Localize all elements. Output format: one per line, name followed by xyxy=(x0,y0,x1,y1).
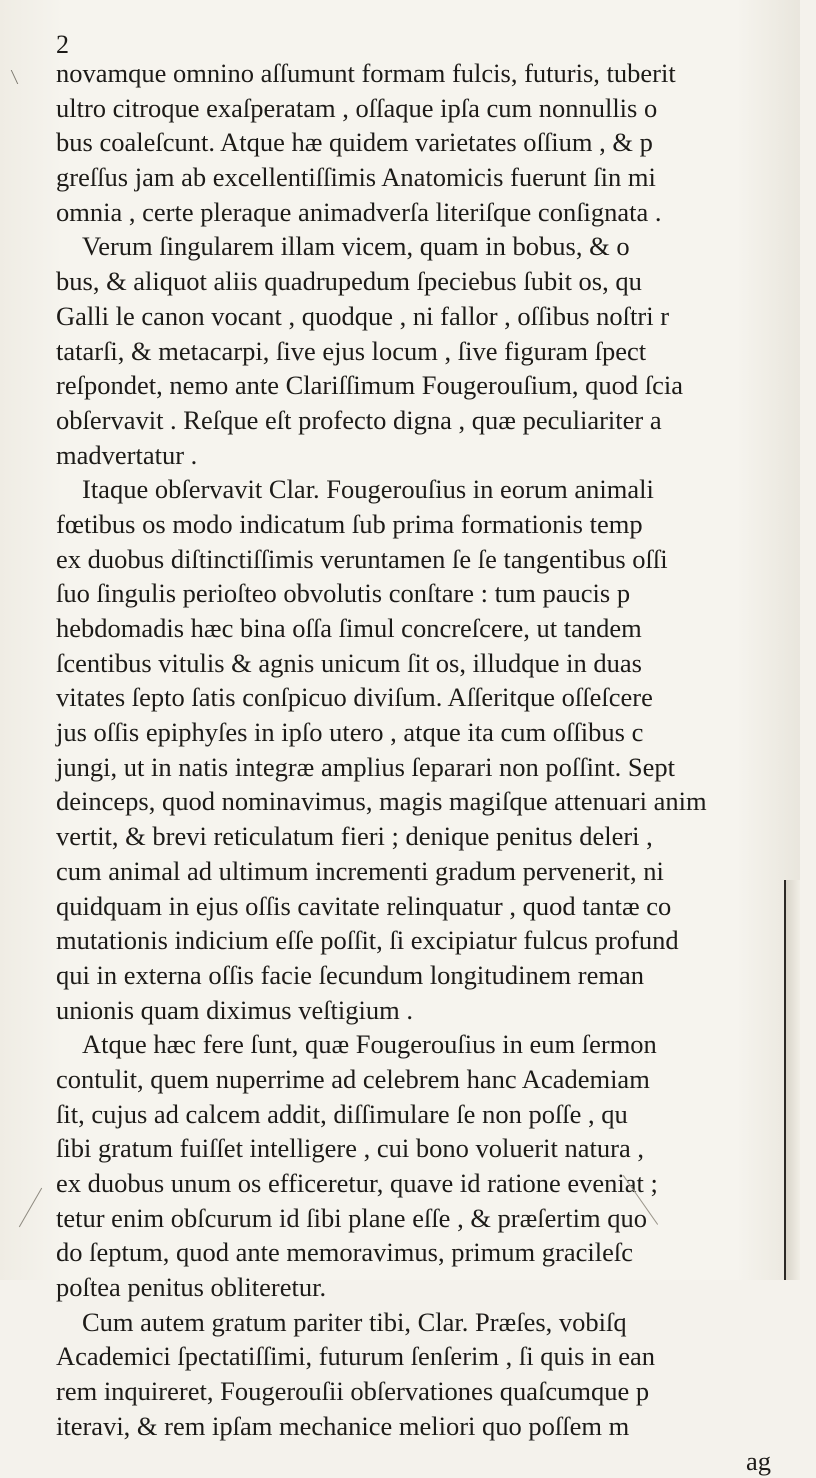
page-number: 2 xyxy=(56,30,69,60)
text-line: jus oſſis epiphyſes in ipſo utero , atque ita cum oſſibus c xyxy=(56,715,816,750)
text-line: bus coaleſcunt. Atque hæ quidem varietates oſſium , & p xyxy=(56,125,816,160)
text-line: unionis quam diximus veſtigium . xyxy=(56,993,816,1028)
text-line: omnia , certe pleraque animadverſa literiſque conſignata . xyxy=(56,195,816,230)
text-line: ſcentibus vitulis & agnis unicum ſit os, illudque in duas xyxy=(56,646,816,681)
text-line: hebdomadis hæc bina oſſa ſimul concreſcere, ut tandem xyxy=(56,611,816,646)
text-line: fœtibus os modo indicatum ſub prima formationis temp xyxy=(56,507,816,542)
body-text xyxy=(56,56,816,1478)
margin-stroke xyxy=(19,1188,42,1227)
text-line: bus, & aliquot aliis quadrupedum ſpeciebus ſubit os, qu xyxy=(56,264,816,299)
paragraph-start-line: Itaque obſervavit Clar. Fougerouſius in eorum animali xyxy=(56,472,816,507)
text-line: quidquam in ejus oſſis cavitate relinquatur , quod tantæ co xyxy=(56,889,816,924)
text-line: ex duobus diſtinctiſſimis veruntamen ſe ſe tangentibus oſſi xyxy=(56,542,816,577)
text-line: iteravi, & rem ipſam mechanice meliori quo poſſem m xyxy=(56,1409,816,1444)
paragraph-start-line: Cum autem gratum pariter tibi, Clar. Præſes, vobiſq xyxy=(56,1305,816,1340)
text-line: jungi, ut in natis integræ amplius ſeparari non poſſint. Sept xyxy=(56,750,816,785)
text-line: ſibi gratum fuiſſet intelligere , cui bono voluerit natura , xyxy=(56,1131,816,1166)
text-line: poſtea penitus obliteretur. xyxy=(56,1270,816,1305)
text-line: Academici ſpectatiſſimi, futurum ſenſerim , ſi quis in ean xyxy=(56,1339,816,1374)
text-line: tatarſi, & metacarpi, ſive ejus locum , ſive figuram ſpect xyxy=(56,334,816,369)
text-line: novamque omnino aſſumunt formam fulcis, futuris, tuberit xyxy=(56,56,816,91)
text-line: deinceps, quod nominavimus, magis magiſque attenuari anim xyxy=(56,784,816,819)
text-line: greſſus jam ab excellentiſſimis Anatomicis fuerunt ſin mi xyxy=(56,160,816,195)
text-line: madvertatur . xyxy=(56,438,816,473)
text-line: tetur enim obſcurum id ſibi plane eſſe , & præſertim quo xyxy=(56,1201,816,1236)
text-line: Galli le canon vocant , quodque , ni fallor , oſſibus noſtri r xyxy=(56,299,816,334)
margin-mark xyxy=(11,70,29,84)
text-line: ſit, cujus ad calcem addit, diſſimulare ſe non poſſe , qu xyxy=(56,1097,816,1132)
text-line: mutationis indicium eſſe poſſit, ſi excipiatur fulcus profund xyxy=(56,923,816,958)
text-line: qui in externa oſſis facie ſecundum longitudinem reman xyxy=(56,958,816,993)
text-line: ſuo ſingulis perioſteo obvolutis conſtare : tum paucis p xyxy=(56,576,816,611)
page-edge-shadow xyxy=(784,880,800,1280)
paragraph-start-line: Verum ſingularem illam vicem, quam in bobus, & o xyxy=(56,229,816,264)
text-line: ultro citroque exaſperatam , oſſaque ipſa cum nonnullis o xyxy=(56,91,816,126)
text-line: vertit, & brevi reticulatum fieri ; denique penitus deleri , xyxy=(56,819,816,854)
text-line: do ſeptum, quod ante memoravimus, primum gracileſc xyxy=(56,1235,816,1270)
paragraph-start-line: Atque hæc fere ſunt, quæ Fougerouſius in eum ſermon xyxy=(56,1027,816,1062)
text-line: obſervavit . Reſque eſt profecto digna , quæ peculiariter a xyxy=(56,403,816,438)
text-line: vitates ſepto ſatis conſpicuo diviſum. Aſſeritque oſſeſcere xyxy=(56,680,816,715)
text-line: cum animal ad ultimum incrementi gradum pervenerit, ni xyxy=(56,854,816,889)
text-line: ex duobus unum os efficeretur, quave id ratione eveniat ; xyxy=(56,1166,816,1201)
text-line: contulit, quem nuperrime ad celebrem hanc Academiam xyxy=(56,1062,816,1097)
text-line: reſpondet, nemo ante Clariſſimum Fougerouſium, quod ſcia xyxy=(56,368,816,403)
catchword: ag xyxy=(56,1444,816,1478)
text-line: rem inquireret, Fougerouſii obſervationes quaſcumque p xyxy=(56,1374,816,1409)
